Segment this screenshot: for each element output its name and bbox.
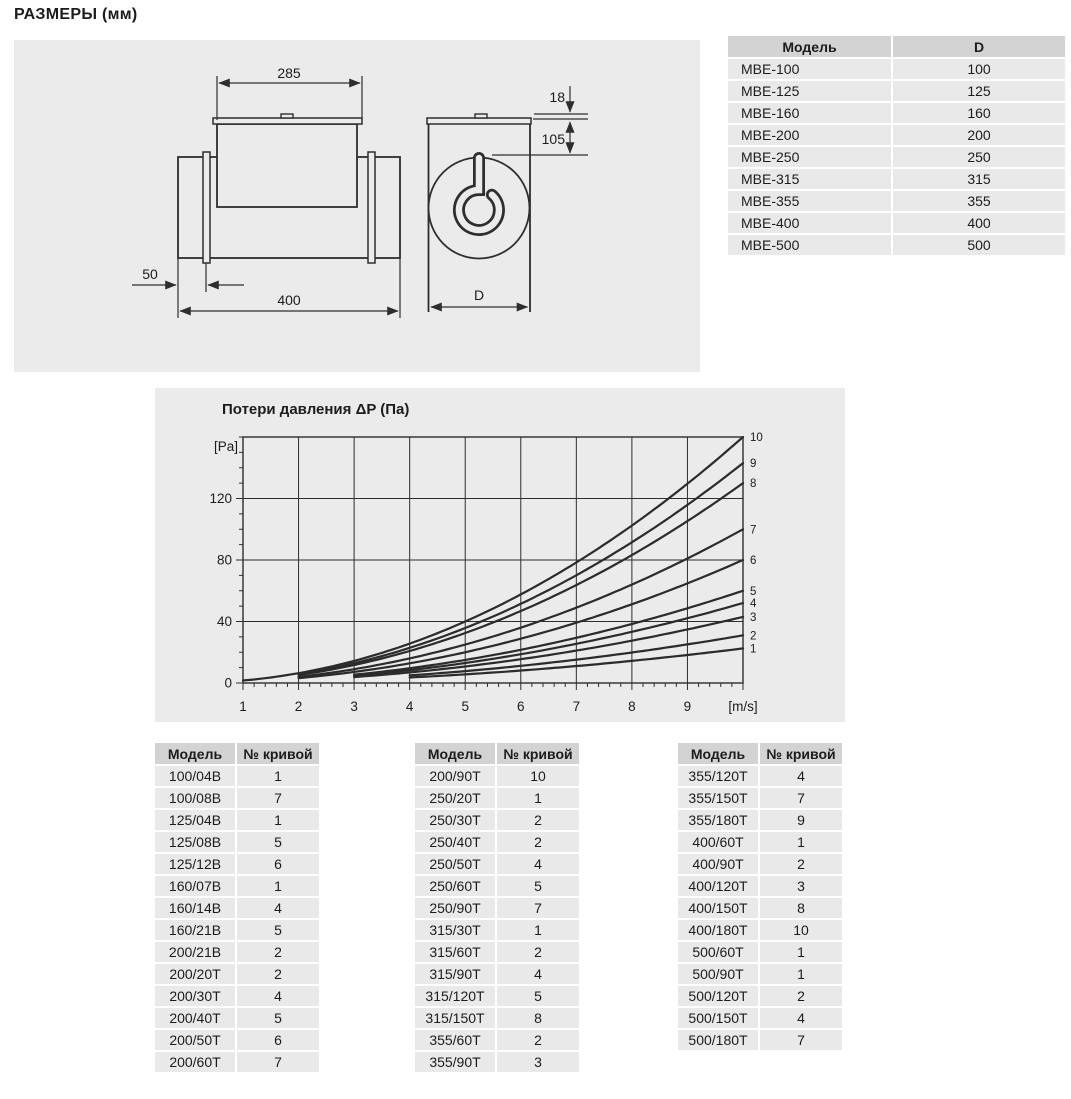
table-row xyxy=(678,964,842,984)
table-cell: 400/180T xyxy=(678,920,758,940)
table-cell: 355/150T xyxy=(678,788,758,808)
table-cell: 160/21B xyxy=(155,920,235,940)
table-cell: 250/20T xyxy=(415,788,495,808)
table-row xyxy=(155,1030,319,1050)
table-row xyxy=(678,942,842,962)
table-cell: 1 xyxy=(237,766,319,786)
x-tick-label: 8 xyxy=(628,699,636,714)
table-row xyxy=(415,788,579,808)
table-row xyxy=(155,832,319,852)
table-cell: 1 xyxy=(237,876,319,896)
table-cell: MBE-200 xyxy=(728,125,891,145)
table-cell: 1 xyxy=(497,920,579,940)
table-cell: MBE-500 xyxy=(728,235,891,255)
table-cell: MBE-355 xyxy=(728,191,891,211)
left-flange xyxy=(203,152,210,263)
front-view xyxy=(427,114,531,312)
table-cell: 200/50T xyxy=(155,1030,235,1050)
table-cell: MBE-100 xyxy=(728,59,891,79)
column-header-curve: № кривой xyxy=(237,743,319,764)
table-cell: 500/60T xyxy=(678,942,758,962)
table-row xyxy=(415,986,579,1006)
table-cell: 200/60T xyxy=(155,1052,235,1072)
x-tick-label: 9 xyxy=(683,699,692,714)
table-row xyxy=(678,788,842,808)
x-tick-label: 3 xyxy=(350,699,358,714)
column-header-d: D xyxy=(893,36,1065,57)
table-row xyxy=(678,920,842,940)
table-cell: 315/90T xyxy=(415,964,495,984)
table-row xyxy=(728,59,1065,79)
y-axis-unit-label: [Pa] xyxy=(213,439,238,454)
dim-D-label: D xyxy=(473,287,485,303)
table-cell: 500/120T xyxy=(678,986,758,1006)
table-row xyxy=(155,766,319,786)
table-row xyxy=(155,898,319,918)
dim-50-label: 50 xyxy=(142,266,158,282)
table-cell: 250/30T xyxy=(415,810,495,830)
table-cell: 500/150T xyxy=(678,1008,758,1028)
table-cell: 3 xyxy=(497,1052,579,1072)
table-cell: 2 xyxy=(497,832,579,852)
table-row xyxy=(728,125,1065,145)
table-cell: 1 xyxy=(497,788,579,808)
table-cell: 5 xyxy=(497,986,579,1006)
table-header-row xyxy=(155,743,319,764)
column-header-curve: № кривой xyxy=(497,743,579,764)
table-header-row xyxy=(728,36,1065,57)
table-cell: 3 xyxy=(760,876,842,896)
table-cell: MBE-125 xyxy=(728,81,891,101)
table-cell: 500/180T xyxy=(678,1030,758,1050)
x-tick-label: 1 xyxy=(239,699,247,714)
table-cell: 5 xyxy=(237,920,319,940)
table-cell: 100/04B xyxy=(155,766,235,786)
front-lid-tab xyxy=(475,114,487,118)
table-cell: MBE-250 xyxy=(728,147,891,167)
table-cell: 355/180T xyxy=(678,810,758,830)
table-cell: 4 xyxy=(497,854,579,874)
column-header-model: Модель xyxy=(155,743,235,764)
table-header-row xyxy=(678,743,842,764)
table-cell: 2 xyxy=(497,1030,579,1050)
table-row xyxy=(155,1052,319,1072)
column-header-model: Модель xyxy=(415,743,495,764)
table-row xyxy=(415,1030,579,1050)
dim-18-label: 18 xyxy=(549,89,565,105)
table-cell: MBE-400 xyxy=(728,213,891,233)
table-row xyxy=(728,235,1065,255)
table-row xyxy=(155,810,319,830)
curve-table-2-body xyxy=(415,766,579,1072)
curve-label-2: 2 xyxy=(750,630,757,643)
curve-number-table-3 xyxy=(676,741,844,1052)
table-row xyxy=(155,854,319,874)
table-row xyxy=(155,920,319,940)
table-cell: 315 xyxy=(893,169,1065,189)
table-cell: 315/120T xyxy=(415,986,495,1006)
table-cell: 5 xyxy=(497,876,579,896)
table-cell: 7 xyxy=(760,1030,842,1050)
table-cell: 355/120T xyxy=(678,766,758,786)
table-cell: 10 xyxy=(760,920,842,940)
y-tick-label: 0 xyxy=(224,675,232,691)
table-cell: 200/20T xyxy=(155,964,235,984)
table-row xyxy=(415,1052,579,1072)
x-tick-label: 4 xyxy=(405,699,414,714)
box-lid xyxy=(213,118,362,124)
curve-table-1-body xyxy=(155,766,319,1072)
table-row xyxy=(415,920,579,940)
table-cell: 250/50T xyxy=(415,854,495,874)
x-axis-unit-label: [m/s] xyxy=(728,699,758,714)
table-row xyxy=(728,81,1065,101)
table-cell: 250 xyxy=(893,147,1065,167)
table-row xyxy=(155,942,319,962)
table-row xyxy=(415,898,579,918)
table-row xyxy=(678,1008,842,1028)
table-row xyxy=(678,810,842,830)
table-cell: 315/60T xyxy=(415,942,495,962)
table-cell: 5 xyxy=(237,832,319,852)
curve-label-3: 3 xyxy=(750,611,757,624)
table-row xyxy=(415,964,579,984)
table-cell: 125/08B xyxy=(155,832,235,852)
dimensions-drawing-panel xyxy=(14,40,700,372)
pressure-loss-chart-panel xyxy=(155,388,845,722)
table-row xyxy=(415,854,579,874)
dim-285-label: 285 xyxy=(277,65,301,81)
table-cell: 2 xyxy=(497,810,579,830)
connection-box xyxy=(217,124,357,207)
table-cell: 355/60T xyxy=(415,1030,495,1050)
table-cell: 8 xyxy=(497,1008,579,1028)
curve-4 xyxy=(354,603,743,676)
dim-400-label: 400 xyxy=(277,292,301,308)
table-row xyxy=(678,1030,842,1050)
curve-label-9: 9 xyxy=(750,458,757,471)
table-row xyxy=(728,147,1065,167)
table-row xyxy=(728,103,1065,123)
table-cell: 2 xyxy=(760,854,842,874)
right-flange xyxy=(368,152,375,263)
y-tick-label: 40 xyxy=(216,614,232,629)
table-cell: 2 xyxy=(237,942,319,962)
table-row xyxy=(678,854,842,874)
table-cell: 5 xyxy=(237,1008,319,1028)
table-cell: 100/08B xyxy=(155,788,235,808)
table-cell: 400/90T xyxy=(678,854,758,874)
column-header-model: Модель xyxy=(678,743,758,764)
table-cell: 355 xyxy=(893,191,1065,211)
table-cell: 1 xyxy=(760,964,842,984)
dimensions-drawing xyxy=(14,40,700,372)
table-cell: 10 xyxy=(497,766,579,786)
table-cell: 4 xyxy=(237,898,319,918)
table-cell: 315/150T xyxy=(415,1008,495,1028)
table-cell: 500/90T xyxy=(678,964,758,984)
pressure-loss-chart xyxy=(155,388,845,722)
table-row xyxy=(678,876,842,896)
table-cell: 125 xyxy=(893,81,1065,101)
table-row xyxy=(678,986,842,1006)
table-cell: MBE-315 xyxy=(728,169,891,189)
lid-tab xyxy=(281,114,293,118)
table-cell: 4 xyxy=(237,986,319,1006)
curve-label-10: 10 xyxy=(750,432,763,444)
table-row xyxy=(678,898,842,918)
table-cell: 125/12B xyxy=(155,854,235,874)
table-row xyxy=(728,191,1065,211)
table-cell: MBE-160 xyxy=(728,103,891,123)
curve-label-8: 8 xyxy=(750,478,757,491)
table-cell: 315/30T xyxy=(415,920,495,940)
table-cell: 400/120T xyxy=(678,876,758,896)
curve-label-1: 1 xyxy=(750,643,757,656)
table-cell: 500 xyxy=(893,235,1065,255)
table-cell: 7 xyxy=(497,898,579,918)
table-row xyxy=(155,876,319,896)
curve-10 xyxy=(243,437,743,681)
column-header-curve: № кривой xyxy=(760,743,842,764)
curve-label-7: 7 xyxy=(750,524,757,537)
table-cell: 1 xyxy=(760,942,842,962)
table-row xyxy=(415,810,579,830)
curve-label-6: 6 xyxy=(750,555,757,567)
table-cell: 7 xyxy=(760,788,842,808)
table-row xyxy=(728,213,1065,233)
table-row xyxy=(415,766,579,786)
table-row xyxy=(728,169,1065,189)
chart-title: Потери давления ΔP (Па) xyxy=(222,401,410,418)
table-row xyxy=(155,986,319,1006)
curve-label-5: 5 xyxy=(750,585,757,598)
table-cell: 200 xyxy=(893,125,1065,145)
x-tick-label: 6 xyxy=(517,699,525,714)
y-tick-label: 80 xyxy=(216,552,232,568)
table-cell: 7 xyxy=(237,788,319,808)
table-cell: 2 xyxy=(760,986,842,1006)
table-row xyxy=(415,942,579,962)
table-header-row xyxy=(415,743,579,764)
table-cell: 8 xyxy=(760,898,842,918)
curve-label-4: 4 xyxy=(750,598,757,611)
x-tick-label: 2 xyxy=(294,699,303,714)
table-cell: 400/150T xyxy=(678,898,758,918)
table-cell: 200/40T xyxy=(155,1008,235,1028)
table-cell: 7 xyxy=(237,1052,319,1072)
table-cell: 2 xyxy=(237,964,319,984)
table-cell: 400/60T xyxy=(678,832,758,852)
table-cell: 6 xyxy=(237,854,319,874)
table-row xyxy=(155,964,319,984)
dim-105-label: 105 xyxy=(541,131,565,147)
table-cell: 200/30T xyxy=(155,986,235,1006)
table-cell: 160/07B xyxy=(155,876,235,896)
table-cell: 100 xyxy=(893,59,1065,79)
page-title: РАЗМЕРЫ (мм) xyxy=(14,6,138,23)
table-row xyxy=(155,1008,319,1028)
table-cell: 200/90T xyxy=(415,766,495,786)
table-cell: 250/90T xyxy=(415,898,495,918)
table-cell: 355/90T xyxy=(415,1052,495,1072)
side-view xyxy=(178,114,400,263)
x-tick-label: 5 xyxy=(461,699,469,714)
dim-50-extension-lines xyxy=(178,258,206,318)
table-row xyxy=(415,876,579,896)
front-lid xyxy=(427,118,531,124)
x-tick-label: 7 xyxy=(572,699,581,714)
table-cell: 1 xyxy=(237,810,319,830)
table-cell: 4 xyxy=(497,964,579,984)
table-cell: 125/04B xyxy=(155,810,235,830)
table-cell: 2 xyxy=(497,942,579,962)
table-cell: 4 xyxy=(760,1008,842,1028)
table-row xyxy=(678,832,842,852)
table-row xyxy=(155,788,319,808)
curve-number-table-1 xyxy=(153,741,321,1074)
table-cell: 160 xyxy=(893,103,1065,123)
table-cell: 250/40T xyxy=(415,832,495,852)
model-diameter-table-body xyxy=(728,59,1065,255)
curve-number-table-2 xyxy=(413,741,581,1074)
table-cell: 200/21B xyxy=(155,942,235,962)
model-diameter-table xyxy=(726,34,1067,257)
table-cell: 160/14B xyxy=(155,898,235,918)
table-cell: 6 xyxy=(237,1030,319,1050)
curve-table-3-body xyxy=(678,766,842,1050)
column-header-model: Модель xyxy=(728,36,891,57)
table-cell: 9 xyxy=(760,810,842,830)
table-row xyxy=(415,1008,579,1028)
table-cell: 400 xyxy=(893,213,1065,233)
y-tick-label: 120 xyxy=(209,491,232,506)
table-cell: 250/60T xyxy=(415,876,495,896)
table-cell: 4 xyxy=(760,766,842,786)
table-row xyxy=(415,832,579,852)
table-row xyxy=(678,766,842,786)
table-cell: 1 xyxy=(760,832,842,852)
